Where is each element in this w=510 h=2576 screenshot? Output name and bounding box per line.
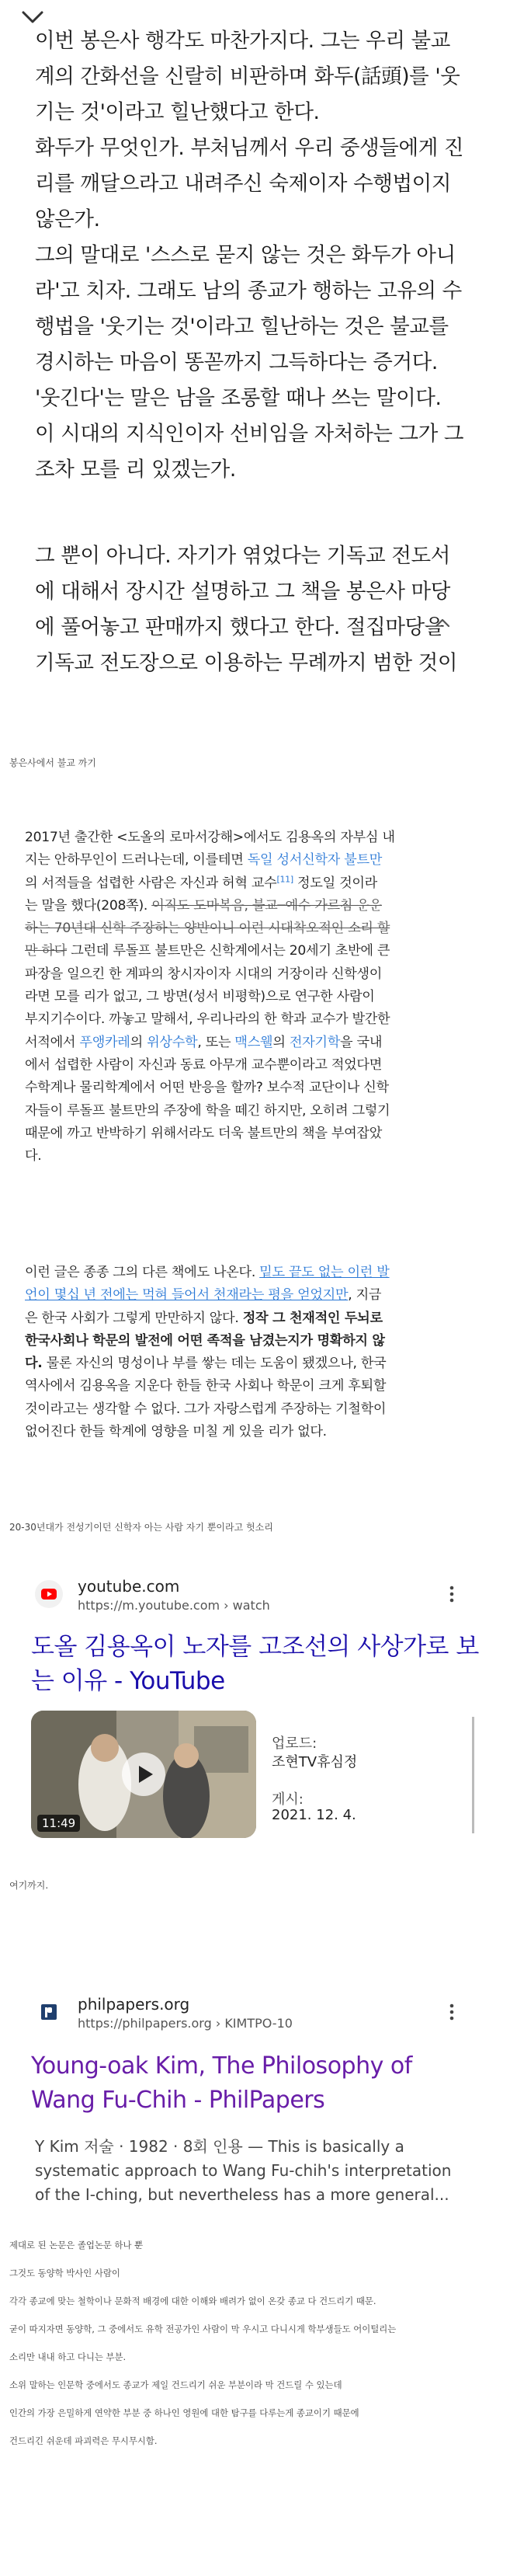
play-icon[interactable] — [122, 1753, 165, 1796]
wiki-text: 은 한국 사회가 그렇게 만만하지 않다. — [25, 1310, 239, 1326]
wiki-text: 라면 모를 리가 없고, 그 방면(성서 비평학)으로 연구한 사람이 — [25, 989, 375, 1005]
wiki-text: 는 말을 했다(208쪽). — [25, 897, 148, 914]
footer-line: 제대로 된 논문은 졸업논문 하나 뿐 — [9, 2240, 144, 2251]
link-biblical-theologian[interactable]: 성서신학자 — [276, 852, 340, 869]
wiki-text: 때문에 까고 반박하기 위해서라도 더욱 불트만의 책을 부여잡았 — [25, 1125, 383, 1141]
wiki-text: 을 국내 — [340, 1034, 383, 1050]
posted-label: 게시: — [272, 1791, 304, 1808]
result-url[interactable]: https://philpapers.org › KIMTPO-10 — [78, 2016, 293, 2031]
more-vert-icon[interactable] — [444, 1582, 460, 1606]
footer-line: 건드리긴 쉬운데 파괴력은 무시무시함. — [9, 2435, 158, 2446]
card-scrollbar — [472, 1717, 474, 1833]
article-paragraph-1 — [35, 23, 470, 488]
article-line: 라'고 치자. 그래도 남의 종교가 행하는 고유의 수 — [35, 279, 462, 303]
wiki-text: 지는 안하무인이 드러나는데, 이를테면 — [25, 852, 244, 869]
chevron-up-icon[interactable] — [425, 606, 460, 640]
wiki-paragraph-1 — [25, 827, 491, 1168]
article-line: 리를 깨달으라고 내려주신 숙제이자 수행법이지 — [35, 172, 452, 196]
video-duration: 11:49 — [37, 1815, 80, 1832]
article-line: 그의 말대로 '스스로 묻지 않는 것은 화두가 아니 — [35, 243, 456, 267]
result-snippet — [35, 2135, 485, 2207]
wiki-text: 없어진다 한들 학계에 영향을 미칠 게 있을 리가 없다. — [25, 1424, 327, 1440]
result-title-line[interactable]: 는 이유 - YouTube — [31, 1667, 225, 1695]
link-germany[interactable]: 독일 — [247, 852, 273, 869]
footer-line: 소위 말하는 인문학 중에서도 종교가 제일 건드리기 쉬운 부분이라 막 건드릴 수 있는데 — [9, 2379, 342, 2390]
article-line: 계의 간화선을 신랄히 비판하며 화두(話頭)를 '웃 — [35, 64, 460, 89]
underlined-link[interactable]: 밑도 끝도 없는 이런 발 — [259, 1265, 390, 1280]
result-title[interactable] — [31, 2049, 412, 2118]
youtube-result-card[interactable] — [0, 1577, 510, 1857]
wiki-text: 수학계나 물리학계에서 어떤 반응을 할까? 보수적 교단이나 신학 — [25, 1080, 389, 1096]
uploader-value: 조현TV휴심정 — [272, 1754, 358, 1770]
footer-line: 인간의 가장 은밀하게 연약한 부분 중 하나인 영원에 대한 탐구를 다루는게 종교이기 때문에 — [9, 2407, 359, 2418]
bold-text: 한국사회나 학문의 발전에 어떤 족적을 남겼는지가 명확하지 않 — [25, 1332, 385, 1349]
footer-notes — [9, 2231, 506, 2455]
bold-text: 정작 그 천재적인 두뇌로 — [242, 1310, 383, 1326]
article-line: 이 시대의 지식인이자 선비임을 자처하는 그가 그 — [35, 422, 464, 446]
article-line: 기는 것'이라고 힐난했다고 한다. — [35, 100, 320, 124]
footnote-link[interactable]: [11] — [276, 873, 293, 884]
article-paragraph-2 — [35, 538, 470, 681]
link-maxwell[interactable]: 맥스웰 — [234, 1034, 273, 1050]
image-caption: 여기까지. — [9, 1880, 49, 1891]
wiki-text: 그런데 루돌프 불트만은 신학계에서는 20세기 초반에 큰 — [67, 943, 390, 959]
underlined-link[interactable]: 언이 몇십 년 전에는 먹혀 들어서 천재라는 평을 얻었지만 — [25, 1287, 349, 1304]
article-line: 그 뿐이 아니다. 자기가 엮었다는 기독교 전도서 — [35, 544, 450, 568]
article-line: 이번 봉은사 행각도 마찬가지다. 그는 우리 불교 — [35, 29, 450, 53]
image-caption: 봉은사에서 불교 까기 — [9, 757, 96, 768]
link-topology[interactable]: 위상수학 — [147, 1034, 198, 1050]
youtube-icon — [35, 1580, 63, 1608]
article-line: 행법을 '웃기는 것'이라고 힐난하는 것은 불교를 — [35, 315, 449, 339]
article-line: 경시하는 마음이 똥꼳까지 그득하다는 증거다. — [35, 350, 438, 374]
struck-text: 만 하다 — [25, 943, 68, 959]
wiki-text: 다. — [25, 1148, 42, 1164]
article-line: 않은가. — [35, 207, 100, 231]
more-vert-icon[interactable] — [444, 2000, 460, 2024]
link-electromagnetism[interactable]: 전자기학 — [289, 1034, 341, 1050]
wiki-text: 부지기수이다. 까놓고 말해서, 우리나라의 한 학과 교수가 발간한 — [25, 1011, 390, 1028]
result-site: youtube.com — [78, 1577, 180, 1596]
article-line: 조차 모를 리 있겠는가. — [35, 458, 236, 482]
footer-line: 그것도 동양학 박사인 사람이 — [9, 2268, 120, 2278]
result-title-line[interactable]: Wang Fu-Chih - PhilPapers — [31, 2087, 325, 2114]
wiki-text: 이런 글은 종종 그의 다른 책에도 나온다. — [25, 1265, 255, 1280]
wiki-text: 의 서적들을 섭렵한 사람은 자신과 허혁 교수 — [25, 875, 277, 891]
wiki-text: 파장을 일으킨 한 계파의 창시자이자 시대의 거장이라 신학생이 — [25, 966, 383, 982]
posted-value: 2021. 12. 4. — [272, 1807, 356, 1823]
wiki-text: , 지금 — [348, 1287, 382, 1304]
link-bultmann[interactable]: 불트만 — [344, 852, 383, 869]
footer-line: 각각 종교에 맞는 철학이나 문화적 배경에 대한 이해와 배려가 없이 온갖 종교 다 건드리기 때문. — [9, 2296, 376, 2306]
result-title-line[interactable]: 도올 김용옥이 노자를 고조선의 사상가로 보 — [31, 1633, 479, 1661]
article-line: 기독교 전도장으로 이용하는 무례까지 범한 것이 — [35, 651, 458, 675]
philpapers-icon — [35, 1998, 63, 2026]
article-line: '웃긴다'는 말은 남을 조롱할 때나 쓰는 말이다. — [35, 386, 442, 410]
wiki-text: 의 — [130, 1034, 143, 1050]
article-line: 화두가 무엇인가. 부처님께서 우리 중생들에게 진 — [35, 136, 464, 160]
wiki-text: 2017년 출간한 <도올의 로마서강해>에서도 김용옥의 자부심 내 — [25, 830, 395, 845]
uploader-label: 업로드: — [272, 1735, 317, 1752]
article-line: 에 대해서 장시간 설명하고 그 책을 봉은사 마당 — [35, 580, 450, 604]
footer-line: 소리만 내내 하고 다니는 부분. — [9, 2351, 127, 2362]
result-url[interactable]: https://m.youtube.com › watch — [78, 1598, 270, 1613]
wiki-text: 의 — [272, 1034, 286, 1050]
result-title[interactable] — [31, 1630, 479, 1698]
wiki-text: 정도일 것이라 — [293, 875, 377, 891]
wiki-text: 물론 자신의 명성이나 부를 쌓는 데는 도움이 됐겠으나, 한국 — [42, 1356, 387, 1372]
wiki-text: 자들이 루돌프 불트만의 주장에 학을 떼긴 하지만, 오히려 그렇기 — [25, 1102, 390, 1119]
wiki-text: 것이라고는 생각할 수 없다. 그가 자랑스럽게 주장하는 기철학이 — [25, 1401, 387, 1417]
snippet-line: Y Kim 저술 · 1982 · 8회 인용 — This is basically a — [35, 2137, 404, 2156]
struck-text: 하는 70년대 신학 주장하는 양반이니 이런 시대착오적인 소리 할 — [25, 921, 390, 937]
struck-text: 이직도 도마복음, 불교─예수 가르침 운운 — [151, 897, 382, 914]
image-caption: 20-30년대가 전성기이던 신학자 아는 사람 자기 뿐이라고 헛소리 — [9, 1522, 273, 1533]
snippet-line: systematic approach to Wang Fu-chih's interpretation — [35, 2161, 452, 2180]
wiki-text: 역사에서 김용옥을 지운다 한들 한국 사회나 학문이 크게 후퇴할 — [25, 1378, 387, 1394]
philpapers-result-card[interactable] — [0, 1995, 510, 2204]
wiki-text: 서적에서 — [25, 1034, 76, 1050]
article-line: 에 풀어놓고 판매까지 했다고 한다. 절집마당을 — [35, 615, 444, 639]
footer-line: 굳이 따지자면 동양학, 그 중에서도 유학 전공가인 사람이 막 우시고 다니시게 학부생들도 어이털리는 — [9, 2324, 397, 2334]
wiki-text: , 또는 — [197, 1034, 231, 1050]
bold-text: 다. — [25, 1356, 43, 1372]
wiki-text: 에서 섭렵한 사람이 자신과 동료 아무개 교수뿐이라고 적었다면 — [25, 1057, 383, 1073]
link-poincare[interactable]: 푸앵카레 — [79, 1034, 130, 1050]
result-title-line[interactable]: Young-oak Kim, The Philosophy of — [31, 2052, 412, 2080]
result-site: philpapers.org — [78, 1995, 190, 2014]
wiki-paragraph-2 — [25, 1262, 491, 1443]
video-thumbnail[interactable] — [31, 1711, 256, 1838]
snippet-line: of the I-ching, but nevertheless has a more general... — [35, 2185, 449, 2204]
